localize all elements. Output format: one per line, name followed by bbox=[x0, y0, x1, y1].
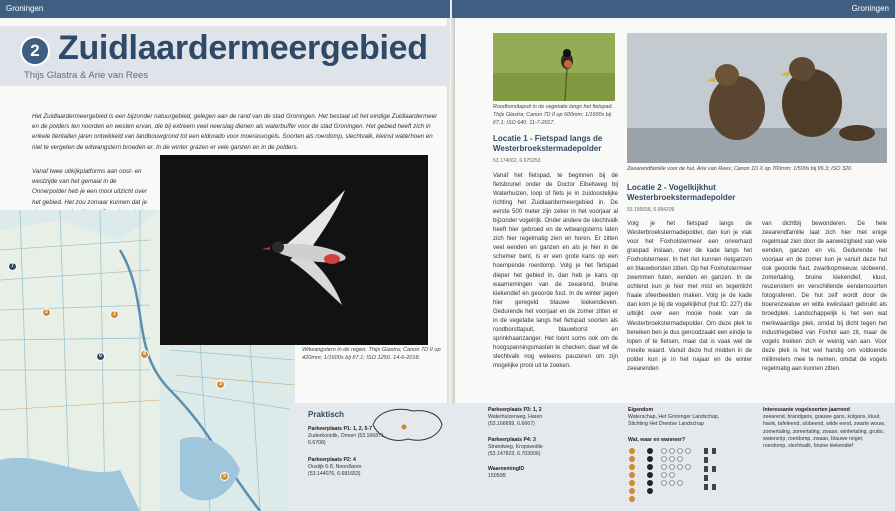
map-marker-5[interactable]: 5 bbox=[220, 472, 229, 481]
tern-photo bbox=[160, 155, 428, 345]
eigendom-heading: Eigendom bbox=[628, 407, 654, 413]
map-marker-4[interactable]: 4 bbox=[140, 350, 149, 359]
tern-illustration bbox=[160, 155, 428, 345]
parking-p1-text: Zuderkooidik, Onnen (53.166871, 6.6708) bbox=[308, 433, 386, 447]
location-2-title: Locatie 2 - Vogelkijkhut Westerbroekstermadepolder bbox=[627, 183, 736, 202]
parking-p3-heading: Parkeerplaats P3: 1, 2 bbox=[488, 407, 542, 413]
intro-paragraph-narrow: Vanaf twee uitkijkplatforms aan oost- en westzijde van het gemaal in de Onnerpolder heb je een mooi uitzicht over het gebied. Het zou zomaar kunnen dat je bbox=[32, 168, 147, 206]
map-marker-2[interactable]: 2 bbox=[42, 308, 51, 317]
parking-p3 bbox=[488, 407, 568, 429]
location-1-coords: 53.174062, 6.675253 bbox=[493, 158, 541, 164]
parking-p1-heading: Parkeerplaats P1: 1, 2, 5-7 bbox=[308, 426, 373, 432]
stonechat-illustration bbox=[493, 33, 615, 101]
tern-photo-caption: Witwangstern in de regen. Thijs Glastra; Canon 7D II op 420mm; 1/1600s bij f/7.1; ISO 1250. 14-6-2018. bbox=[302, 347, 441, 362]
season-legend-grid bbox=[628, 447, 723, 505]
parking-p4-heading: Parkeerplaats P4: 3 bbox=[488, 437, 536, 443]
waarneming-id-heading: WaarnemingID bbox=[488, 466, 525, 472]
running-header-left: Groningen bbox=[0, 0, 450, 18]
praktisch-title: Praktisch bbox=[308, 410, 345, 419]
parking-p4 bbox=[488, 437, 568, 459]
parking-p1 bbox=[308, 426, 386, 448]
wat-waar-wanneer bbox=[628, 437, 728, 444]
eigendom bbox=[628, 407, 728, 429]
body-column-1: Vanaf het fietspad, te beginnen bij de fietsbrunel onder de Doctor Eibelsweg bij Waterhuizen, loop of fiets je in zuidoostelijke richting het Zuidlaardermeergebied in. De eerste 500 meter zijn zeker in het voorjaar al bijzonder vogelrijk. Onder andere de slechtvalk heeft hier gebroed en de witwangsterns laten zich hier regelmatig zien en horen. Er zitten veel eenden en ganzen en als je hier in de schemer bent, is er een grote kans op een hoempende roerdomp. Volg je het fietspad dieper het gebied in, dan heb je kans op waarnemingen van de zeearend, bruine kiekendief en geoorde fuut. In de winter jagen hier geregeld blauwe kiekendieven. Gedurende het voorjaar en de zomer zitten er in de vegetatie langs het fietspad soorten als roodborsttapuit, blauwborst en sprinkhaanzanger. Het loont soms ook om de hoogspanningsmasten te checken; daar wil de slechtvalk nog weleens pauzeren om zijn mogelijke prooi uit te zoeken. bbox=[493, 173, 618, 369]
parking-p4-text: Strandweg, Kropswolde (53.147823, 6.703006) bbox=[488, 444, 543, 458]
map-marker-1[interactable]: 1 bbox=[110, 310, 119, 319]
wat-waar-wanneer-heading: Wat, waar en wanneer? bbox=[628, 437, 686, 443]
body-column-3: van dichtbij bewonderen. De hele zeearendfamilie laat zich hier met enige regelmaat zien door de aanwezigheid van vele eenden, ganzen en vis. Gedurende het voorjaar en de zomer kun je vanuit deze hut ook geoorde fuut, zwartkopmeeuw, slobeend, zomertaling, bruine kiekendief, kluut, reuzenstern en verschillende eendensoorten fotograferen. De hut zelf wordt door de boerenzwaluw en witte kwikstaart gebruikt als broedplek. Landschappelijk is het een wat merkwaardige plek, omdat bij dicht tegen het industriegebied van Foxhol aan zit, maar de vogels trekken zich er weinig van aan. Voor deze plek is het wel handig om voldoende millimeters mee te nemen, omdat de vogels regelmatig aan kunnen zitten. bbox=[762, 221, 887, 372]
vogelsoorten-heading: Interessante vogelsoorten jaarrond bbox=[763, 407, 850, 413]
running-header-right: Groningen bbox=[452, 0, 895, 18]
intro-paragraph: Het Zuidlaardermeergebied is een bijzonder natuurgebied, gelegen aan de rand van de stad Groningen. Het bestaat uit het eindige Zuidlaardermeer en de polders ten noorden en westen ervan, die bij extreem veel neerslag dienen als waterbuffer voor de stad Groningen. Het gebied heeft zich in enkele tientallen jaren ontwikkeld van landbouwgrond tot een eldorado voor moerasvogels. Soorten als roerdomp, slechtvalk, kleinst waterhoen en niet te vergeten de witwangstern broeden er. In de winter grazen er vele ganzen en in de polders. bbox=[32, 113, 438, 151]
chapter-title: Zuidlaardermeergebied bbox=[58, 29, 428, 67]
stonechat-photo bbox=[493, 33, 615, 101]
parking-p2-heading: Parkeerplaats P2: 4 bbox=[308, 457, 356, 463]
eagles-photo bbox=[627, 33, 887, 163]
location-1-title: Locatie 1 - Fietspad langs de Westerbroekstermadepolder bbox=[493, 134, 603, 153]
waarneming-id bbox=[488, 466, 568, 480]
map-marker-7[interactable]: 7 bbox=[8, 262, 17, 271]
chapter-authors: Thijs Glastra & Arie van Rees bbox=[24, 70, 149, 81]
location-2-coords: 53.166658, 6.684209 bbox=[627, 207, 675, 213]
map-marker-6[interactable]: 6 bbox=[96, 352, 105, 361]
body-column-2: Volg je het fietspad langs de Westerbroekstermadepolder, dan kun je vlak voor het Foxholstermeer een onverhard graspad inslaan, over de kade langs het Foxholstermeer. In het riet kunnen rietganzen en blauwborsten zitten. Op het Foxholstermeer zwemmen futen, eenden en ganzen. In de ochtend kun je hier met mist en tegenlicht fraaie sfeerbeelden maken. Volg je de kade dan kom je bij de vogelkijkhut (hut ID: 227) die uitkijkt over een mooie hoek van de Westerbroekstermadepolder. Om deze plek te bereiken ben je dus genoodzaakt een eindje te lopen of te fietsen, maar dat is vaak wel de moeite waard. Vanuit deze hut midden in de polder kun je in het najaar en de winter zeearenden bbox=[627, 221, 752, 372]
interessante-vogelsoorten bbox=[763, 407, 888, 450]
eagles-caption: Zeearendfamilie voor de hut. Arie van Rees; Canon 1D X op 700mm; 1/500s bij f/6.3; ISO 320. bbox=[627, 166, 853, 172]
map-marker-3[interactable]: 3 bbox=[216, 380, 225, 389]
waarneming-id-text: 15050B bbox=[488, 473, 506, 480]
parking-p2 bbox=[308, 457, 386, 479]
vogelsoorten-text: zeearend, brandgans, grauwe gans, kolgans, kluut, havik, tafeleend, slobeend, wilde eend, zwarte wouw, zomertaling, zomertaling, zwaan, wintertaling, grutto, watersnip, roerdomp, zwaan, blauwe reiger, roerdomp, slechtvalk, bruine kiekendief bbox=[763, 414, 885, 450]
eigendom-text: Waterschap, Het Groninger Landschap, Stichting Het Drentse Landschap bbox=[628, 414, 720, 428]
parking-p2-text: Oostijk 6-8, Noordlaren (53.144076, 6.681653) bbox=[308, 464, 362, 478]
stonechat-caption: Roodborsttapuit in de vegetatie langs het fietspad. Thijs Glastra; Canon 7D II op 600mm; 1/1600s bij f/7.1; ISO 640. 11-7-2017. bbox=[493, 104, 613, 126]
eagles-illustration bbox=[627, 33, 887, 163]
chapter-number-badge: 2 bbox=[20, 36, 50, 66]
parking-p3-text: Waterhuizerweg, Haren (53.166699, 6.6667) bbox=[488, 414, 543, 428]
